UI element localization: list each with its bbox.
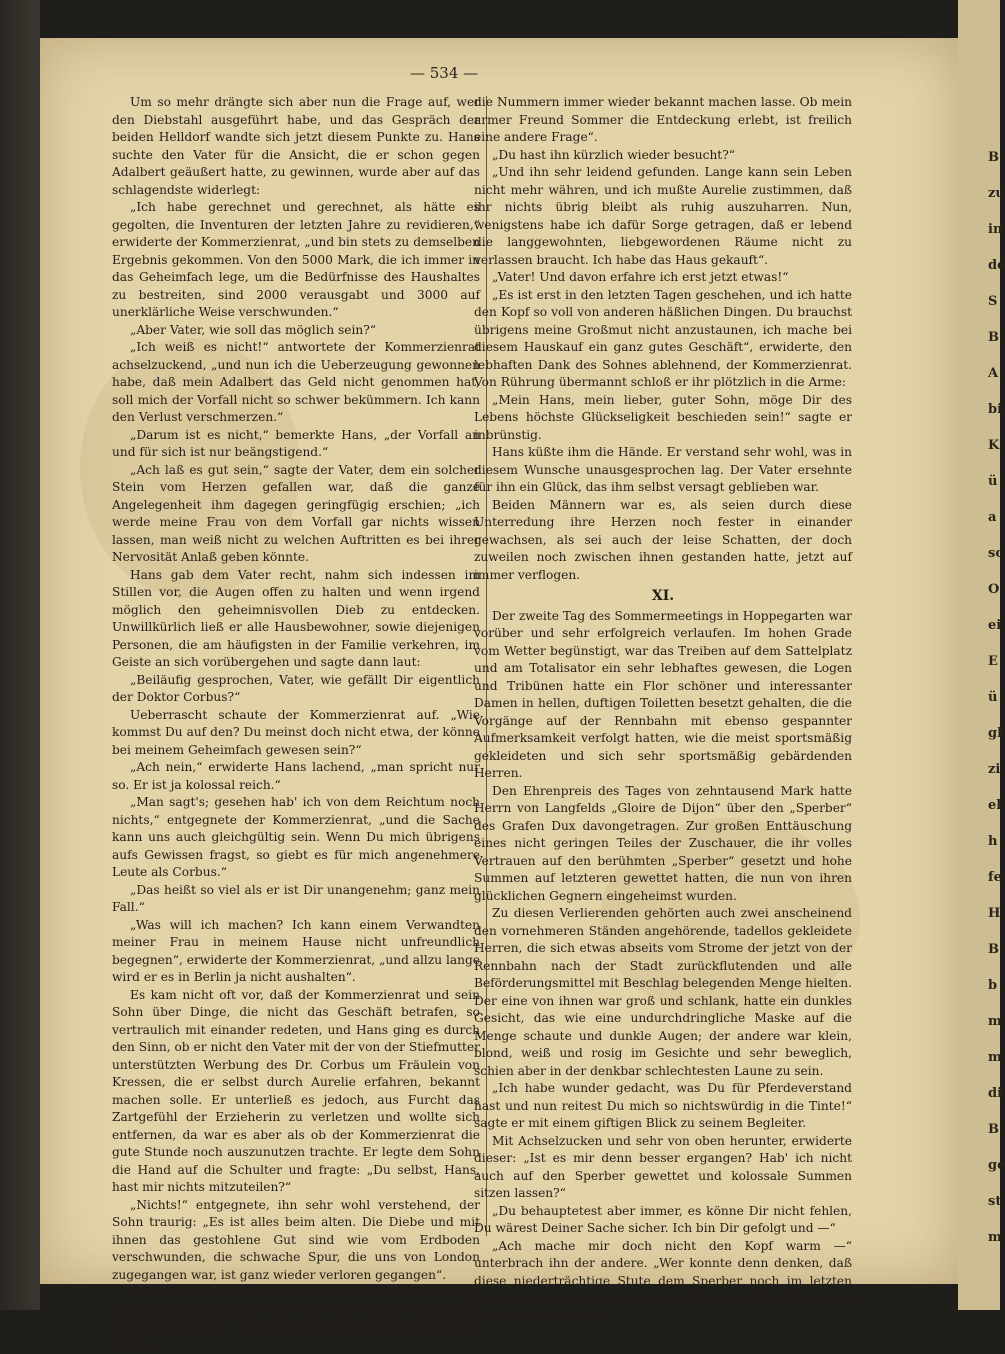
next-page-fragment: H [988, 906, 1001, 921]
next-page-fragment: ei [988, 618, 1002, 633]
paragraph: Der zweite Tag des Sommermeetings in Hoppegarten war vorüber und sehr erfolgreich verlaufen. Im hohen Grade vom Wetter begünstigt, war das Treiben auf dem Sattelplatz und am Totalisator ein sehr lebhaftes gewesen, die Logen und Tribünen hatte ein Flor schöner und interessanter Damen in hellen, duftigen Toiletten besetzt gehalten, die die Vorgänge auf der Rennbahn mit ebenso gespannter Aufmerksamkeit verfolgt hatten, wie die meist sportsmäßig gekleideten und sich sehr sportsmäßig gebärdenden Herren. [474, 608, 852, 780]
paragraph: „Ach nein,“ erwiderte Hans lachend, „man spricht nur so. Er ist ja kolossal reich.“ [112, 760, 480, 792]
next-page-fragment: b [988, 978, 998, 993]
page-number: — 534 — [410, 64, 479, 82]
paragraph: „Man sagt's; gesehen hab' ich von dem Reichtum noch nichts,“ entgegnete der Kommerzienrat, „und die Sache kann uns auch gleichgültig sein. Wenn Du mich übrigens aufs Gewissen fragst, so giebt es für mich angenehmere Leute als Corbus.“ [112, 795, 480, 879]
paragraph: Ueberrascht schaute der Kommerzienrat auf. „Wie kommst Du auf den? Du meinst doch nicht etwa, der könne bei meinem Geheimfach gewesen sein?“ [112, 707, 480, 757]
next-page-fragment: B [988, 330, 999, 345]
next-page-fragment: zi [988, 762, 1001, 777]
paragraph: „Es ist erst in den letzten Tagen geschehen, und ich hatte den Kopf so voll von anderen häßlichen Dingen. Du brauchst übrigens meine Großmut nicht anzustaunen, ich mache bei diesem Hauskauf ein ganz gutes Geschäft“, erwiderte, den lebhaften Dank des Sohnes ablehnend, der Kommerzienrat. Von Rührung übermannt schloß er ihr plötzlich in die Arme: [474, 287, 852, 389]
scan-background-left [0, 0, 40, 1310]
next-page-fragment: in [988, 222, 1003, 237]
paragraph: Hans gab dem Vater recht, nahm sich indessen im Stillen vor, die Augen offen zu halten und wenn irgend möglich den geheimnisvollen Dieb zu entdecken. Unwillkürlich ließ er alle Hausbewohner, sowie diejenigen Personen, die am häufigsten in der Familie verkehren, im Geiste an sich vorübergehen und sagte dann laut: [112, 567, 480, 669]
paragraph: „Was will ich machen? Ich kann einem Verwandten meiner Frau in meinem Hause nicht unfreundlich begegnen“, erwiderte der Kommerzienrat, „und allzu lange wird er es in Berlin ja nicht aushalten“. [112, 917, 480, 984]
next-page-fragment: bi [988, 402, 1003, 417]
paragraph: „Ach laß es gut sein,“ sagte der Vater, dem ein solcher Stein vom Herzen gefallen war, daß die ganze Angelegenheit ihm dagegen geringfügig erschien; „ich werde meine Frau von dem Vorfall gar nichts wissen lassen, man weiß nicht zu welchen Auftritten es bei ihrer Nervosität Anlaß geben könnte. [112, 462, 480, 564]
paragraph: Mit Achselzucken und sehr von oben herunter, erwiderte dieser: „Ist es mir denn besser ergangen? Hab' ich nicht auch auf den Sperber gewettet und kolossale Summen sitzen lassen?“ [474, 1133, 852, 1200]
next-page-fragment: m [988, 1014, 1002, 1029]
next-page-fragment: sc [988, 546, 1004, 561]
paragraph: „Vater! Und davon erfahre ich erst jetzt etwas!“ [492, 270, 789, 284]
next-page-edge [958, 0, 1005, 1310]
paragraph: „Nichts!“ entgegnete, ihn sehr wohl verstehend, der Sohn traurig: „Es ist alles beim alten. Die Diebe und mit ihnen das gestohlene Gut sind wie vom Erdboden verschwunden, die schwache Spur, die uns von London zugegangen war, ist ganz wieder verloren gegangen“. [112, 1197, 480, 1282]
next-page-fragment: h [988, 834, 998, 849]
next-page-fragment: B [988, 1122, 999, 1137]
paragraph: Es kam nicht oft vor, daß der Kommerzienrat und sein Sohn über Dinge, die nicht das Geschäft betrafen, so vertraulich mit einander redeten, und Hans ging es durch den Sinn, ob er nicht den Vater mit der von der Stiefmutter unterstützten Werbung des Dr. Corbus um Fräulein von Kressen, die er selbst durch Aurelie erfahren, bekannt machen solle. Er unterließ es jedoch, aus Furcht das Zartgefühl der Erzieherin zu verletzen und wollte sich entfernen, da war es aber als ob der Kommerzienrat die gute Stunde noch auszunutzen trachte. Er legte dem Sohn die Hand auf die Schulter und fragte: „Du selbst, Hans, hast mir nichts mitzuteilen?“ [112, 987, 480, 1194]
paragraph: „Und dennoch bin ich der Ueberzeugung, daß die Akten zum Vorschein kommen müssen; solche Leute werden mit der Zeit keck und unvorsichtig, sie haben keine Ahnung, daß ich [112, 1285, 480, 1352]
next-page-fragment: O [988, 582, 1000, 597]
section-heading: XI. [651, 588, 675, 604]
next-page-fragment: K [988, 438, 1000, 453]
next-page-fragment: de [988, 258, 1005, 273]
next-page-fragment: A [988, 366, 999, 381]
paragraph: „Das heißt so viel als er ist Dir unangenehm; ganz mein Fall.“ [112, 882, 480, 914]
next-page-fragment: E [988, 654, 998, 669]
paragraph: Um so mehr drängte sich aber nun die Frage auf, wer den Diebstahl ausgeführt habe, und das Gespräch der beiden Helldorf wandte sich jetzt diesem Punkte zu. Hans suchte den Vater für die Ansicht, die er schon gegen Adalbert geäußert hatte, zu gewinnen, wurde aber auf das schlagendste widerlegt: [112, 95, 480, 197]
next-page-fragment: ü [988, 690, 998, 705]
next-page-fragment: el [988, 798, 1002, 813]
paragraph: Den Ehrenpreis des Tages von zehntausend Mark hatte Herrn von Langfelds „Gloire de Dijon“ über den „Sperber“ des Grafen Dux davongetragen. Zur großen Enttäuschung eines nicht geringen Teiles der Zuschauer, die ihr volles Vertrauen auf den berühmten „Sperber“ gesetzt und hohe Summen auf letzteren gewettet hatten, die nun von ihren glücklichen Gegnern eingeheimst wurden. [474, 783, 852, 903]
paragraph: die Nummern immer wieder bekannt machen lasse. Ob mein armer Freund Sommer die Entdeckung erlebt, ist freilich eine andere Frage“. [474, 95, 852, 144]
next-page-fragment: S [988, 294, 998, 309]
next-page-fragment: fe [988, 870, 1002, 885]
next-page-fragment: B [988, 150, 999, 165]
paragraph: Beiden Männern war es, als seien durch diese Unterredung ihre Herzen noch fester in einander gewachsen, als sei auch der leise Schatten, der doch zuweilen noch zwischen ihnen gestanden hatte, jetzt auf immer verflogen. [474, 497, 852, 582]
left-text-column [112, 94, 480, 1354]
paragraph: „Mein Hans, mein lieber, guter Sohn, möge Dir des Lebens höchste Glückseligkeit beschieden sein!“ sagte er inbrünstig. [474, 392, 852, 442]
paragraph: „Ich habe gerechnet und gerechnet, als hätte es gegolten, die Inventuren der letzten Jahre zu revidieren,“ erwiderte der Kommerzienrat, „und bin stets zu demselben Ergebnis gekommen. Von den 5000 Mark, die ich immer in das Geheimfach lege, um die Bedürfnisse des Haushaltes zu bestreiten, sind 2000 verausgabt und 3000 auf unerklärliche Weise verschwunden.“ [112, 200, 480, 319]
paragraph: „Ich weiß es nicht!“ antwortete der Kommerzienrat achselzuckend, „und nun ich die Ueberzeugung gewonnen habe, daß mein Adalbert das Geld nicht genommen hat, soll mich der Vorfall nicht so schwer bekümmern. Ich kann den Verlust verschmerzen.“ [112, 340, 480, 424]
next-page-fragment: di [988, 1086, 1003, 1101]
right-text-column [474, 94, 852, 1325]
next-page-fragment: m [988, 1230, 1002, 1245]
next-page-fragment: a [988, 510, 997, 525]
next-page-fragment: zu [988, 186, 1005, 201]
paragraph: „Ach mache mir doch nicht den Kopf warm —“ unterbrach ihn der andere. „Wer konnte denn denken, daß diese niederträchtige Stute dem Sperber noch im letzten Augenblick den Sieg streitig machen würde. Es ist ein schauderhaftes Pech“. [474, 1238, 852, 1323]
next-page-fragment: B [988, 942, 999, 957]
paragraph: „Darum ist es nicht,“ bemerkte Hans, „der Vorfall an und für sich ist nur beängstigend.“ [112, 427, 480, 459]
paragraph: „Und ihn sehr leidend gefunden. Lange kann sein Leben nicht mehr währen, und ich mußte Aurelie zustimmen, daß ihr nichts übrig bleibt als ruhig auszuharren. Nun, wenigstens habe ich dafür Sorge getragen, daß er lebend die langgewohnten, liebgewordenen Räume nicht zu verlassen braucht. Ich habe das Haus gekauft“. [474, 165, 852, 267]
paragraph: „Du hast ihn kürzlich wieder besucht?“ [492, 147, 735, 162]
paragraph: „Beiläufig gesprochen, Vater, wie gefällt Dir eigentlich der Doktor Corbus?“ [112, 672, 480, 704]
next-page-fragment: m [988, 1050, 1002, 1065]
next-page-fragment: gl [988, 726, 1003, 741]
paragraph: Hans küßte ihm die Hände. Er verstand sehr wohl, was in diesem Wunsche unausgesprochen lag. Der Vater ersehnte für ihn ein Glück, das ihm selbst versagt geblieben war. [474, 445, 852, 494]
next-page-fragment: ge [988, 1158, 1005, 1173]
paragraph: „Ich habe wunder gedacht, was Du für Pferdeverstand hast und nun reitest Du mich so nichtswürdig in die Tinte!“ sagte er mit einem giftigen Blick zu seinem Begleiter. [474, 1081, 852, 1130]
next-page-fragment: st [988, 1194, 1002, 1209]
paragraph: „Du behauptetest aber immer, es könne Dir nicht fehlen, Du wärest Deiner Sache sicher. Ich bin Dir gefolgt und —“ [474, 1203, 852, 1235]
paragraph: „Aber Vater, wie soll das möglich sein?“ [130, 322, 377, 337]
paragraph: Zu diesen Verlierenden gehörten auch zwei anscheinend den vornehmeren Ständen angehörende, tadellos gekleidete Herren, die sich etwas abseits vom Strome der jetzt von der Rennbahn nach der Stadt zurückflutenden und alle Beförderungsmittel mit Beschlag belegenden Menge hielten. Der eine von ihnen war groß und schlank, hatte ein dunkles Gesicht, das wie eine undurchdringliche Maske auf die Menge schaute und dunkle Augen; der andere war klein, blond, weiß und rosig im Gesichte und sehr beweglich, schien aber in der denkbar schlechtesten Laune zu sein. [474, 906, 852, 1078]
next-page-fragment: ü [988, 474, 998, 489]
